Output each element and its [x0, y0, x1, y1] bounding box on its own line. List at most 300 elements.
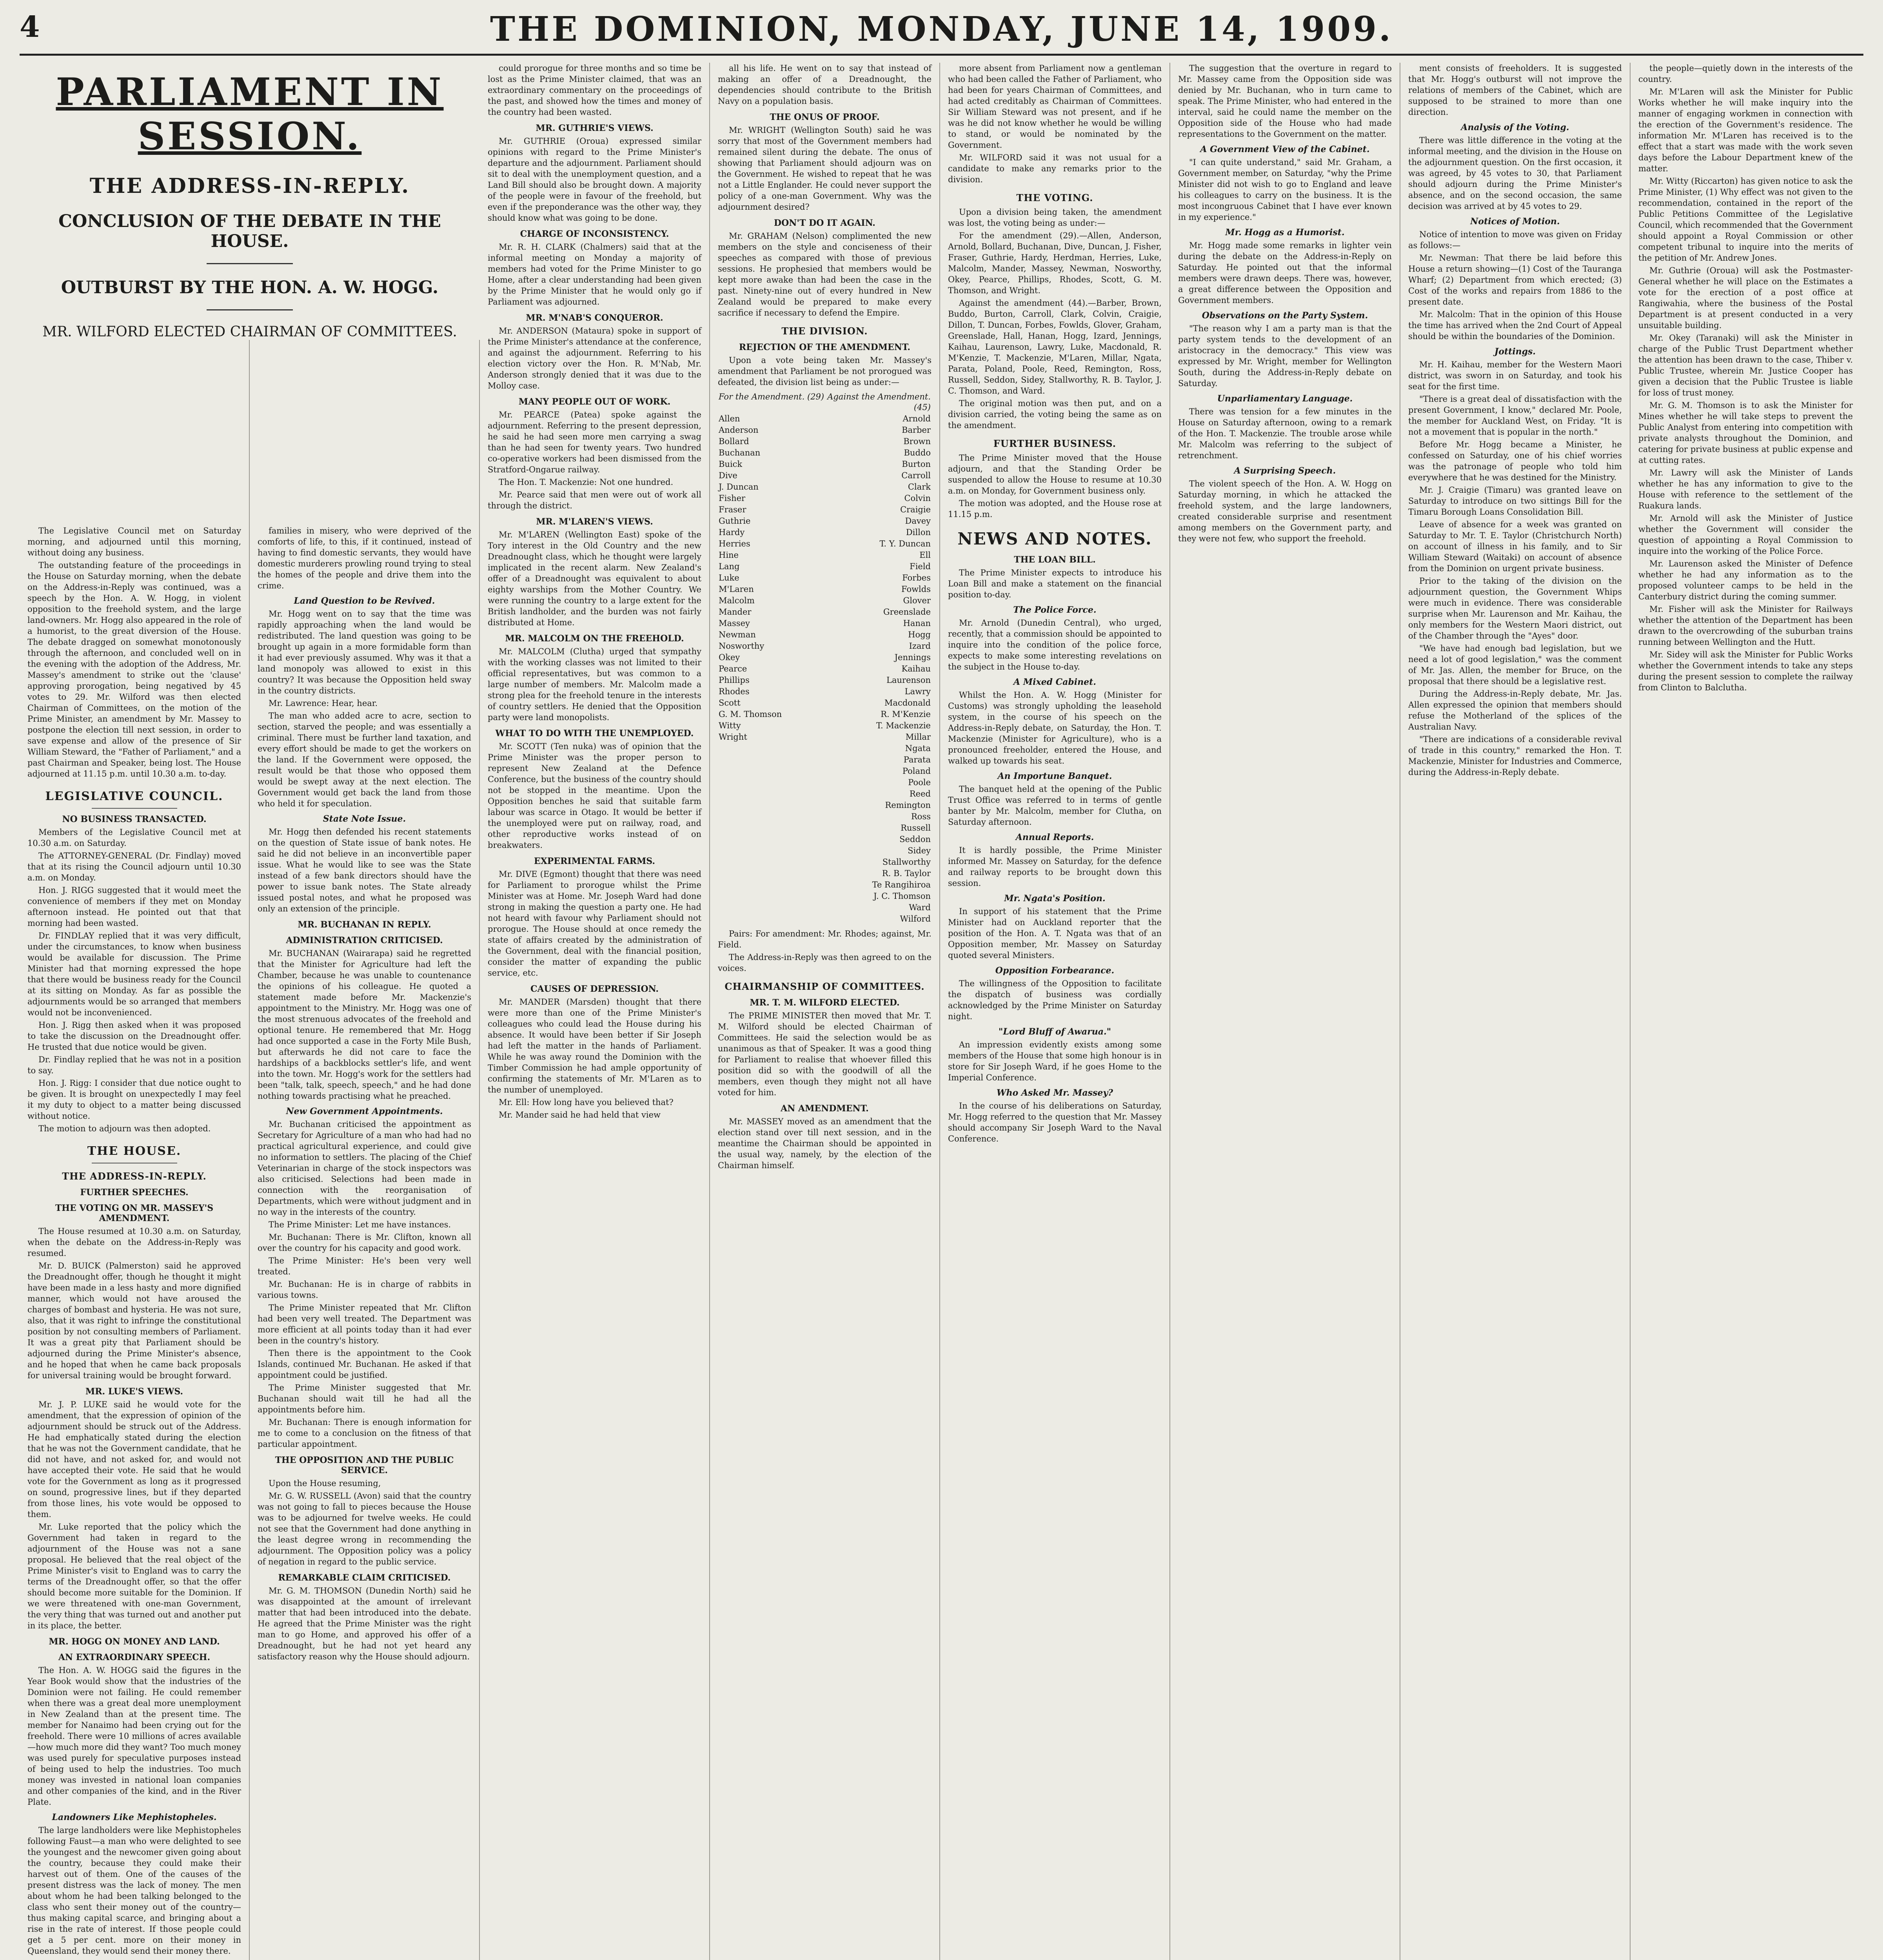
division-row	[719, 880, 931, 890]
division-row	[719, 539, 931, 549]
paragraph: The Prime Minister suggested that Mr. Buchanan should wait till he had all the appointments before him.	[258, 1383, 471, 1414]
paragraph: Mr. Okey (Taranaki) will ask the Minister in charge of the Public Trust Department whether the attention has been drawn to the case, Thiber v. Public Trustee, wherein Mr. Justice Cooper has given a decision that the Public Trustee is liable for loss of trust money.	[1638, 333, 1853, 397]
vote-against-name: Davey	[905, 516, 931, 526]
division-row	[719, 493, 931, 504]
paragraph: Mr. DIVE (Egmont) thought that there was need for Parliament to prorogue whilst the Prime Minister was at Home. Mr. Joseph Ward had done strong in making the question a party one. He had not heard with favour why Parliament should not prorogue. The House should at once remedy the state of affairs created by the administration of the Government, deal with the financial position, consider the matter of expanding the public service, etc.	[488, 869, 701, 978]
vote-against-name: Craigie	[900, 505, 931, 514]
column-body	[718, 63, 932, 1171]
side-heading: Observations on the Party System.	[1202, 310, 1368, 321]
divider	[207, 263, 293, 264]
vote-for-name	[719, 755, 824, 765]
paragraph: The violent speech of the Hon. A. W. Hogg on Saturday morning, in which he attacked the freehold system, and the large landowners, created considerable surprise and resentment among members on the Government party, and they were not few, who support the freehold.	[1178, 479, 1392, 543]
vote-for-name: Luke	[719, 573, 739, 583]
side-heading: Mr. Hogg as a Humorist.	[1225, 227, 1345, 238]
division-row	[719, 766, 931, 777]
vote-for-name: Fisher	[719, 494, 746, 503]
division-row	[719, 789, 931, 799]
subsection-heading: THE VOTING.	[1016, 192, 1093, 203]
vote-for-name	[719, 914, 824, 924]
division-row	[719, 846, 931, 856]
division-row	[719, 584, 931, 595]
paragraph: Mr. Witty (Riccarton) has given notice to ask the Prime Minister, (1) Why effect was not given to the recommendation, contained in the report of the Public Petitions Committee of the Legislative Council, which recommended that the Government should appoint a Royal Commission or other competent tribunal to inquire into the merits of the petition of Mr. Andrew Jones.	[1638, 176, 1853, 263]
vote-for-name: M'Laren	[719, 584, 754, 594]
minor-heading: ADMINISTRATION CRITICISED.	[286, 935, 443, 946]
paragraph: The Prime Minister repeated that Mr. Clifton had been very well treated. The Department was more efficient at all points today than it had ever been in the country's history.	[258, 1303, 471, 1345]
paragraph: Mr. Mander said he had held that view	[499, 1110, 661, 1120]
column-body	[1178, 63, 1392, 544]
masthead	[20, 8, 1863, 56]
division-row	[719, 607, 931, 617]
vote-for-name	[719, 846, 824, 856]
division-row	[719, 436, 931, 447]
paragraph: Mr. Pearce said that men were out of work all through the district.	[488, 490, 701, 510]
paragraph: The outstanding feature of the proceedings in the House on Saturday morning, when the debate on the Address-in-Reply was continued, was a speech by the Hon. A. W. Hogg, in violent opposition to the freehold system, and the large land-owners. Mr. Hogg also appeared in the role of a humorist, to the great diversion of the House. The debate dragged on somewhat monotonously through the afternoon, and concluded well on in the evening with the adoption of the Address, Mr. Massey's amendment to strike out the 'clause' approving prorogation, being negatived by 45 votes to 29. Mr. Wilford was then elected Chairman of Committees, on the motion of the Prime Minister, an amendment by Mr. Massey to postpone the election till next session, in order to save expense and allow of the presence of Sir William Steward, the "Father of Parliament," and a past Chairman and Speaker, being lost. The House adjourned at 11.15 p.m. until 10.30 a.m. to-day.	[27, 561, 241, 779]
minor-heading: AN AMENDMENT.	[781, 1103, 869, 1114]
minor-heading: MR. M'NAB'S CONQUEROR.	[526, 313, 663, 323]
paragraph: The willingness of the Opposition to facilitate the dispatch of business was cordially acknowledged by the Prime Minister on Saturday night.	[948, 979, 1162, 1021]
column-7	[1400, 63, 1631, 1960]
vote-against-name: Ell	[919, 550, 931, 560]
side-heading: Analysis of the Voting.	[1461, 122, 1569, 132]
vote-for-name: G. M. Thomson	[719, 710, 782, 719]
division-list	[718, 391, 932, 925]
side-heading: "Lord Bluff of Awarua."	[998, 1027, 1111, 1037]
vote-for-name	[719, 880, 824, 890]
division-row	[719, 709, 931, 720]
vote-against-name: J. C. Thomson	[873, 891, 931, 901]
vote-against-name: Millar	[905, 732, 931, 742]
article-headline-block	[20, 63, 480, 340]
column-6	[1170, 63, 1400, 1960]
vote-against-name: Colvin	[904, 494, 931, 503]
paragraph: Before Mr. Hogg became a Minister, he confessed on Saturday, one of his chief worries was the patronage of people who told him everywhere that he was destined for the Ministry.	[1408, 440, 1622, 482]
paragraph: Mr. Arnold (Dunedin Central), who urged, recently, that a commission should be appointed to inquire into the condition of the police force, expects to make some interesting revelations on the subject in the House to-day.	[948, 618, 1162, 671]
minor-heading: MR. LUKE'S VIEWS.	[85, 1387, 183, 1397]
paragraph: Notice of intention to move was given on Friday as follows:—	[1408, 230, 1622, 250]
vote-against-name: Russell	[901, 823, 931, 833]
side-heading: A Mixed Cabinet.	[1013, 677, 1096, 687]
paragraph: Mr. Hogg then defended his recent statements on the question of State issue of bank notes. He said he did not believe in an inconvertible paper issue. What he would like to see was the State instead of a few bank directors should have the power to issue bank notes. The State already issued postal notes, and what he proposed was only an extension of the principle.	[258, 827, 471, 913]
division-row	[719, 527, 931, 538]
vote-for-name	[719, 891, 824, 902]
vote-for-name: Hardy	[719, 528, 745, 537]
division-row	[719, 595, 931, 606]
paragraph: Mr. H. Kaihau, member for the Western Maori district, was sworn in on Saturday, and took his seat for the first time.	[1408, 360, 1622, 391]
vote-for-name	[719, 834, 824, 845]
side-heading: Mr. Ngata's Position.	[1004, 893, 1106, 904]
paragraph: Mr. Buchanan: He is in charge of rabbits in various towns.	[258, 1279, 471, 1300]
paragraph: Hon. J. Rigg then asked when it was proposed to take the discussion on the Dreadnought offer. He trusted that due notice would be given.	[27, 1020, 241, 1052]
minor-heading: AN EXTRAORDINARY SPEECH.	[58, 1652, 211, 1662]
paragraph: "We have had enough bad legislation, but we need a lot of good legislation," was the comment of Mr. Jas. Allen, the member for Bruce, on the proposal that there should be a legislative rest.	[1408, 644, 1622, 686]
vote-for-name	[719, 777, 824, 788]
minor-heading: DON'T DO IT AGAIN.	[774, 218, 875, 228]
paragraph: The large landholders were like Mephistopheles following Faust—a man who were delighted to see the youngest and the newcomer given going about the country, because they could make their harvest out of them. One of the causes of the present distress was the lack of money. The men about whom he had been talking belonged to the class who sent their money out of the country—thus making capital scarce, and bringing about a rise in the rate of interest. If those people could get a 5 per cent. more on their money in Queensland, they would send their money there.	[27, 1826, 241, 1956]
paragraph: Upon a division being taken, the amendment was lost, the voting being as under:—	[948, 207, 1162, 228]
votes-for-heading: For the Amendment. (29)	[719, 392, 824, 401]
paragraph: all his life. He went on to say that instead of making an offer of a Dreadnought, the dependencies should contribute to the British Navy on a population basis.	[718, 64, 932, 106]
vote-against-name: Field	[910, 562, 931, 571]
headline-main: PARLIAMENT IN SESSION.	[56, 70, 444, 158]
division-row	[719, 777, 931, 788]
vote-for-name: Guthrie	[719, 516, 751, 526]
paragraph: Mr. SCOTT (Ten nuka) was of opinion that the Prime Minister was the proper person to represent New Zealand at the Defence Conference, but the business of the country should not be stopped in the meantime. Upon the Opposition benches he said that suitable farm labour was scarce in Otago. It would be better if the unemployed were put on railway, road, and other reproductive works instead of on breakwaters.	[488, 742, 702, 850]
minor-heading: MR. HOGG ON MONEY AND LAND.	[49, 1637, 220, 1647]
paragraph: The Prime Minister expects to introduce his Loan Bill and make a statement on the financial position to-day.	[948, 568, 1162, 599]
side-heading: Who Asked Mr. Massey?	[996, 1088, 1113, 1098]
vote-against-name: Lawry	[904, 687, 931, 696]
paragraph: The banquet held at the opening of the Public Trust Office was referred to in terms of gentle banter by Mr. Malcolm, member for Clutha, on Saturday afternoon.	[948, 784, 1162, 827]
paragraph: There was tension for a few minutes in the House on Saturday afternoon, owing to a remark of the Hon. T. Mackenzie. The trouble arose while Mr. Malcolm was referring to the subject of retrenchment.	[1178, 407, 1392, 460]
paragraph: Upon the House resuming,	[269, 1479, 381, 1488]
paragraph: Mr. G. M. THOMSON (Dunedin North) said he was disappointed at the amount of irrelevant matter that had been introduced into the debate. He agreed that the Prime Minister was the right man to go Home, and approved his offer of a Dreadnought, but he had not yet heard any satisfactory reason why the House should adjourn.	[258, 1586, 471, 1661]
vote-against-name: Clark	[908, 482, 931, 492]
paragraph: The Prime Minister: He's been very well treated.	[258, 1256, 471, 1276]
paragraph: The Hon. A. W. HOGG said the figures in the Year Book would show that the industries of the Dominion were not failing. He could remember when there was a great deal more unemployment in New Zealand than at the present time. The member for Nanaimo had been crying out for the freehold. There were 10 millions of acres available—how much more did they want? Too much money was used purely for speculative purposes instead of being used to help the industries. Too much money was invested in national loan companies and other companies of the kind, and in the River Plate.	[27, 1666, 241, 1807]
vote-for-name	[719, 902, 824, 913]
paragraph: Dr. Findlay replied that he was not in a position to say.	[27, 1055, 241, 1075]
vote-against-name: Poole	[908, 778, 931, 787]
vote-against-name: Glover	[903, 596, 931, 605]
minor-heading: MR. BUCHANAN IN REPLY.	[298, 920, 431, 930]
paragraph: Mr. Guthrie (Oroua) will ask the Postmaster-General whether he will place on the Estimates a vote for the erection of a post office at Rangiwahia, where the business of the Postal Department is at present conducted in a very unsuitable building.	[1638, 266, 1853, 330]
vote-against-name: Seddon	[899, 835, 931, 844]
paragraph: Mr. MALCOLM (Clutha) urged that sympathy with the working classes was not limited to their official representatives, but was common to a large number of members. Mr. Malcolm made a strong plea for the freehold tenure in the interests of country settlers. He denied that the Opposition party were land monopolists.	[488, 647, 701, 722]
paragraph: Against the amendment (44).—Barber, Brown, Buddo, Burton, Carroll, Clark, Colvin, Craigie, Dillon, T. Duncan, Forbes, Fowlds, Glover, Graham, Greenslade, Hall, Hanan, Hogg, Izard, Jennings, Kaihau, Laurenson, Lawry, Luke, Macdonald, R. M'Kenzie, T. Mackenzie, M'Laren, Millar, Ngata, Parata, Poland, Poole, Reed, Remington, Ross, Russell, Seddon, Sidey, Stallworthy, R. B. Taylor, J. C. Thomson, and Ward.	[948, 298, 1162, 396]
newspaper-dateline: THE DOMINION, MONDAY, JUNE 14, 1909.	[490, 9, 1393, 49]
headline-deck-3: MR. WILFORD ELECTED CHAIRMAN OF COMMITTEES.	[42, 324, 457, 340]
paragraph: Mr. Buchanan: There is enough information for me to come to a conclusion on the fitness of that particular appointment.	[258, 1417, 471, 1449]
division-row	[719, 618, 931, 629]
vote-against-name: Kaihau	[901, 664, 931, 673]
vote-against-name: Laurenson	[886, 675, 931, 685]
minor-heading: THE VOTING ON MR. MASSEY'S AMENDMENT.	[55, 1203, 214, 1223]
paragraph: Mr. Hogg went on to say that the time was rapidly approaching when the land would be redistributed. The land question was going to be brought up again in a more formidable form than it had ever previously assumed. Why was it that a land monopoly was allowed to exist in this country? It was because the Opposition held sway in the country districts.	[258, 609, 471, 695]
paragraph: The man who added acre to acre, section to section, starved the people; and was essentially a criminal. There must be further land taxation, and every effort should be made to get the workers on the land. If the Government were opposed, the result would be that those who opposed them would be swept away at the next election. The Government would get back the land from those who held it for speculation.	[258, 711, 471, 808]
paragraph: Hon. J. RIGG suggested that it would meet the convenience of members if they met on Monday afternoon instead. He pointed out that that morning had been wasted.	[27, 886, 241, 928]
vote-for-name: Massey	[719, 619, 750, 628]
vote-for-name: Hine	[719, 550, 739, 560]
minor-heading: MR. MALCOLM ON THE FREEHOLD.	[505, 633, 684, 644]
paragraph: could prorogue for three months and so time be lost as the Prime Minister claimed, that was an extraordinary commentary on the proceedings of the past, and showed how the times and money of the country had been wasted.	[488, 64, 701, 117]
headline-deck-1: CONCLUSION OF THE DEBATE IN THE HOUSE.	[58, 211, 441, 251]
paragraph: There was little difference in the voting at the informal meeting, and the division in the House on the adjournment question. On the first occasion, it was agreed, by 45 votes to 30, that Parliament should adjourn during the Prime Minister's absence, and on the second occasion, the same decision was arrived at by 45 votes to 29.	[1408, 136, 1622, 211]
vote-for-name	[719, 857, 824, 867]
vote-for-name	[719, 766, 824, 777]
page-number: 4	[20, 10, 40, 44]
vote-against-name: Te Rangihiroa	[872, 880, 931, 889]
side-heading: Jottings.	[1494, 347, 1536, 357]
paragraph: Leave of absence for a week was granted on Saturday to Mr. T. E. Taylor (Christchurch North) on account of illness in his family, and to Sir William Steward (Waitaki) on account of absence from the Dominion on urgent private business.	[1408, 520, 1622, 573]
minor-heading: THE OPPOSITION AND THE PUBLIC SERVICE.	[275, 1455, 454, 1475]
column-5	[940, 63, 1170, 1960]
paragraph: The Legislative Council met on Saturday morning, and adjourned until this morning, without doing any business.	[27, 526, 241, 557]
division-row	[719, 448, 931, 458]
division-row	[719, 573, 931, 583]
paragraph: Mr. Newman: That there be laid before this House a return showing—(1) Cost of the Tauranga Wharf; (2) Department from which erected; (3) Cost of the works and repairs from 1886 to the present date.	[1408, 253, 1622, 307]
vote-for-name: Dive	[719, 471, 737, 480]
vote-against-name: Brown	[903, 437, 931, 446]
column-body	[948, 63, 1162, 1144]
vote-against-name: Burton	[902, 459, 931, 469]
divider	[92, 808, 177, 809]
division-row	[719, 470, 931, 481]
vote-for-name	[719, 868, 824, 879]
paragraph: "There is a great deal of dissatisfaction with the present Government, I know," declared Mr. Poole, the member for Auckland West, on Friday. "It is not a movement that is popular in the north."	[1408, 394, 1622, 437]
division-row	[719, 652, 931, 663]
vote-for-name: Scott	[719, 698, 741, 708]
side-heading: New Government Appointments.	[286, 1106, 443, 1116]
paragraph: In the course of his deliberations on Saturday, Mr. Hogg referred to the question that Mr. Massey should accompany Sir Joseph Ward to the Naval Conference.	[948, 1101, 1162, 1143]
paragraph: Mr. Fisher will ask the Minister for Railways whether the attention of the Department has been drawn to the overcrowding of the suburban trains running between Wellington and the Hutt.	[1638, 604, 1853, 647]
column-body	[1408, 63, 1622, 778]
paragraph: The Address-in-Reply was then agreed to on the voices.	[718, 953, 932, 973]
division-row	[719, 902, 931, 913]
division-row	[719, 891, 931, 902]
paragraph: Mr. Luke reported that the policy which the Government had taken in regard to the adjournment of the House was not a sane proposal. He believed that the real object of the Prime Minister's visit to England was to carry the terms of the Dreadnought offer, so that the offer should become more suitable for the Dominion. If we were threatened with one-man Government, the very thing that was turned out and another put in its place, the better.	[27, 1522, 241, 1630]
division-row	[719, 720, 931, 731]
minor-heading: THE ONUS OF PROOF.	[770, 112, 880, 122]
paragraph: Mr. Sidey will ask the Minister for Public Works whether the Government intends to take any steps during the present session to complete the railway from Clinton to Balclutha.	[1638, 650, 1853, 692]
headline-sub: THE ADDRESS-IN-REPLY.	[89, 174, 410, 198]
division-row	[719, 641, 931, 652]
paragraph: "There are indications of a considerable revival of trade in this country," remarked the Hon. T. Mackenzie, Minister for Industries and Commerce, during the Address-in-Reply debate.	[1408, 735, 1622, 777]
paragraph: Mr. J. Craigie (Timaru) was granted leave on Saturday to introduce on two sittings Bill for the Timaru Borough Loans Consolidation Bill.	[1408, 485, 1622, 517]
vote-against-name: Izard	[909, 641, 931, 651]
paragraph: Mr. PEARCE (Patea) spoke against the adjournment. Referring to the present depression, he said he had seen more men carrying a swag than he had seen for twenty years. Two hundred co-operative workers had been dismissed from the Stratford-Ongarue railway.	[488, 410, 701, 474]
column-body	[258, 525, 471, 1662]
paragraph: Dr. FINDLAY replied that it was very difficult, under the circumstances, to know when business would be available for discussion. The Prime Minister had that morning expressed the hope that there would be business ready for the Council at its sitting on Monday. As far as possible the adjournments would be so arranged that members would not be inconvenienced.	[27, 931, 241, 1017]
column-1	[20, 63, 250, 1960]
paragraph: In support of his statement that the Prime Minister had on Auckland reporter that the position of the Hon. A. T. Ngata was that of an Opposition member, Mr. Massey on Saturday quoted several Ministers.	[948, 907, 1162, 960]
paragraph: Mr. ANDERSON (Mataura) spoke in support of the Prime Minister's attendance at the conference, and against the adjournment. Referring to his election victory over the Hon. R. M'Nab, Mr. Anderson strongly denied that it was due to the Molloy case.	[488, 326, 701, 390]
paragraph: Mr. BUCHANAN (Wairarapa) said he regretted that the Minister for Agriculture had left the Chamber, because he was unable to countenance the opinions of his colleague. He quoted a statement made before Mr. Mackenzie's appointment to the Ministry. Mr. Hogg was one of the most strenuous advocates of the freehold and optional tenure. He remembered that Mr. Hogg had once supported a case in the Forty Mile Bush, but afterwards he did not care to face the hardships of a backblocks settler's life, and went into the town. Mr. Hogg's work for the settlers had been "talk, talk, speech, speech," and he had done nothing towards practising what he preached.	[258, 949, 471, 1101]
side-heading: State Note Issue.	[323, 814, 406, 824]
vote-for-name: Fraser	[719, 505, 746, 514]
vote-against-name: Buddo	[904, 448, 931, 457]
vote-for-name: Okey	[719, 653, 740, 662]
vote-for-name: Newman	[719, 630, 756, 639]
side-heading: Annual Reports.	[1015, 832, 1094, 842]
minor-heading: CHARGE OF INCONSISTENCY.	[520, 229, 669, 239]
division-row	[719, 743, 931, 754]
side-heading: Opposition Forbearance.	[995, 965, 1115, 976]
votes-against-heading: Against the Amendment. (45)	[827, 392, 931, 412]
paragraph: An impression evidently exists among some members of the House that some high honour is in store for Sir Joseph Ward, if he goes Home to the Imperial Conference.	[948, 1040, 1162, 1082]
division-row	[719, 550, 931, 561]
division-row	[719, 686, 931, 697]
vote-for-name: Herries	[719, 539, 750, 548]
paragraph: Mr. G. W. RUSSELL (Avon) said that the country was not going to fall to pieces because the House was to be adjourned for twelve weeks. He could not see that the Government had done anything in the least degree wrong in recommending the adjournment. The Opposition policy was a policy of negation in regard to the public service.	[258, 1491, 471, 1566]
vote-against-name: Jennings	[894, 653, 931, 662]
paragraph: Pairs: For amendment: Mr. Rhodes; against, Mr. Field.	[718, 929, 932, 949]
minor-heading: THE LOAN BILL.	[1014, 555, 1096, 565]
vote-against-name: Ross	[911, 812, 931, 821]
paragraph: Mr. MASSEY moved as an amendment that the election stand over till next session, and in the meantime the Chairman should be appointed in the usual way, namely, by the election of the Chairman himself.	[718, 1117, 932, 1170]
paragraph: more absent from Parliament now a gentleman who had been called the Father of Parliament, who had been for years Chairman of Committees, and had acted creditably as Chairman of Committees. Sir William Steward was not present, and if he was he did not know whether he would be willing to stand, or would be nominated by the Government.	[948, 64, 1162, 150]
vote-for-name: Malcolm	[719, 596, 755, 605]
side-heading: Unparliamentary Language.	[1217, 394, 1353, 404]
side-heading: Landowners Like Mephistopheles.	[52, 1812, 217, 1822]
vote-for-name: Buick	[719, 459, 743, 469]
division-row	[719, 561, 931, 572]
division-row	[719, 482, 931, 492]
paragraph: Members of the Legislative Council met at 10.30 a.m. on Saturday.	[27, 828, 241, 848]
paragraph: Mr. G. M. Thomson is to ask the Minister for Mines whether he will take steps to prevent the Public Analyst from entering into competition with private analysts throughout the Dominion, and catering for private business at public expense and at cutting rates.	[1638, 401, 1853, 465]
minor-heading: CAUSES OF DEPRESSION.	[530, 984, 659, 994]
vote-against-name: Wilford	[900, 914, 931, 924]
division-row	[719, 823, 931, 833]
paragraph: "I can quite understand," said Mr. Graham, a Government member, on Saturday, "why the Prime Minister did not wish to go to England and leave his colleagues to carry on the business. It is the most incongruous Cabinet that I have ever known in my experience."	[1178, 158, 1392, 222]
section-heading: LEGISLATIVE COUNCIL.	[45, 789, 223, 803]
column-3	[480, 63, 710, 1960]
paragraph: Mr. Buchanan criticised the appointment as Secretary for Agriculture of a man who had had no practical agricultural experience, and could give no information to settlers. The placing of the Chief Veterinarian in charge of the stock inspectors was also criticised. Selections had been made in connection with the reorganisation of Departments, which were without judgment and in no way in the interests of the country.	[258, 1120, 471, 1217]
column-8	[1631, 63, 1861, 1960]
vote-for-name	[719, 743, 824, 754]
column-body	[488, 63, 701, 1120]
vote-against-name: Forbes	[902, 573, 931, 583]
divider	[207, 309, 293, 310]
vote-for-name	[719, 823, 824, 833]
paragraph: The motion was adopted, and the House rose at 11.15 p.m.	[948, 499, 1162, 519]
paragraph: Mr. WILFORD said it was not usual for a candidate to make any remarks prior to the division.	[948, 153, 1162, 184]
vote-against-name: Macdonald	[884, 698, 931, 708]
paragraph: Mr. GRAHAM (Nelson) complimented the new members on the style and conciseness of their speeches as compared with those of previous sessions. He prophesied that members would be kept more awake than had been the case in the past. Ninety-nine out of every hundred in New Zealand would be prepared to make every sacrifice if necessary to defend the Empire.	[718, 231, 932, 318]
vote-against-name: Stallworthy	[882, 857, 931, 867]
side-heading: An Importune Banquet.	[997, 771, 1112, 781]
division-row	[719, 755, 931, 765]
paragraph: Mr. Ell: How long have you believed that?	[499, 1098, 674, 1107]
column-2	[250, 63, 480, 1960]
section-banner: NEWS AND NOTES.	[957, 529, 1152, 548]
paragraph: For the amendment (29).—Allen, Anderson, Arnold, Bollard, Buchanan, Dive, Duncan, J. Fisher, Fraser, Guthrie, Hardy, Herdman, Herries, Luke, Malcolm, Mander, Massey, Newman, Nosworthy, Okey, Pearce, Phillips, Rhodes, Scott, G. M. Thomson, and Wright.	[948, 231, 1162, 295]
division-row	[719, 505, 931, 515]
minor-heading: MR. GUTHRIE'S VIEWS.	[536, 123, 654, 133]
paragraph: The suggestion that the overture in regard to Mr. Massey came from the Opposition side was denied by Mr. Buchanan, who in turn came to speak. The Prime Minister, who had entered in the interval, said he could name the member on the Opposition side of the House who had made representations to the Government on the matter.	[1178, 64, 1392, 139]
paragraph: Mr. GUTHRIE (Oroua) expressed similar opinions with regard to the Prime Minister's departure and the adjournment. Parliament should sit to deal with the unemployment question, and a Land Bill should also be brought down. A majority of the people were in favour of the freehold, but even if the preponderance was the other way, they should know what was going to be done.	[488, 136, 701, 223]
paragraph: The motion to adjourn was then adopted.	[38, 1124, 211, 1133]
vote-for-name: Bollard	[719, 437, 749, 446]
paragraph: Mr. R. H. CLARK (Chalmers) said that at the informal meeting on Monday a majority of members had voted for the Prime Minister to go Home, after a clear understanding had been given by the Prime Minister that he would only go if Parliament was adjourned.	[488, 242, 701, 307]
minor-heading: MR. T. M. WILFORD ELECTED.	[750, 998, 900, 1008]
section-heading: THE HOUSE.	[87, 1144, 182, 1158]
headline-deck-2: OUTBURST BY THE HON. A. W. HOGG.	[61, 278, 439, 298]
division-row	[719, 414, 931, 424]
paragraph: Mr. Laurenson asked the Minister of Defence whether he had any information as to the proposed volunteer camps to be held in the Canterbury district during the coming summer.	[1638, 559, 1853, 601]
vote-against-name: Ngata	[905, 744, 931, 753]
vote-for-name: J. Duncan	[719, 482, 759, 492]
vote-for-name: Anderson	[719, 425, 759, 435]
paragraph: The Prime Minister: Let me have instances.	[269, 1220, 451, 1229]
paragraph: Hon. J. Rigg: I consider that due notice ought to be given. It is brought on unexpectedly I may feel it my duty to object to a matter being discussed without notice.	[27, 1078, 241, 1121]
subsection-heading: FURTHER BUSINESS.	[993, 438, 1117, 449]
division-row	[719, 857, 931, 867]
vote-for-name	[719, 811, 824, 822]
paragraph: Mr. M'Laren will ask the Minister for Public Works whether he will make inquiry into the manner of engaging workmen in connection with the erection of the Government's residence. The information Mr. M'Laren has received is to the effect that a start was made with the work seven days before the Labour Department knew of the matter.	[1638, 87, 1853, 173]
vote-against-name: R. M'Kenzie	[881, 710, 931, 719]
paragraph: ment consists of freeholders. It is suggested that Mr. Hogg's outburst will not improve the relations of members of the Cabinet, which are supposed to be strained to more than one direction.	[1408, 64, 1622, 117]
division-row	[719, 459, 931, 470]
vote-for-name: Phillips	[719, 675, 750, 685]
vote-for-name: Pearce	[719, 664, 747, 673]
paragraph: Upon a vote being taken Mr. Massey's amendment that Parliament be not prorogued was defeated, the division list being as under:—	[718, 356, 932, 387]
minor-heading: MANY PEOPLE OUT OF WORK.	[518, 397, 671, 407]
vote-against-name: Remington	[885, 800, 931, 810]
paragraph: Mr. WRIGHT (Wellington South) said he was sorry that most of the Government members had remained silent during the debate. The onus of showing that Parliament should adjourn was on the Government. He wished to repeat that he was not a Little Englander. He could never support the policy of a one-man Government. Why was the adjournment desired?	[718, 125, 932, 212]
division-row	[719, 732, 931, 742]
division-row	[719, 800, 931, 811]
vote-for-name: Allen	[719, 414, 740, 423]
vote-against-name: Hogg	[908, 630, 931, 639]
side-heading: Notices of Motion.	[1470, 216, 1560, 227]
vote-against-name: Carroll	[901, 471, 931, 480]
paragraph: The ATTORNEY-GENERAL (Dr. Findlay) moved that at its rising the Council adjourn until 10.30 a.m. on Monday.	[27, 851, 241, 882]
paragraph: During the Address-in-Reply debate, Mr. Jas. Allen expressed the opinion that members should refuse the Motherland of the splices of the Australian Navy.	[1408, 689, 1622, 731]
vote-against-name: Parata	[903, 755, 931, 764]
vote-for-name: Nosworthy	[719, 641, 764, 651]
paragraph: The Hon. T. Mackenzie: Not one hundred.	[499, 477, 674, 487]
paragraph: Mr. Arnold will ask the Minister of Justice whether the Government will consider the question of appointing a Royal Commission to inquire into the working of the Police Force.	[1638, 514, 1853, 556]
vote-against-name: Hanan	[903, 619, 931, 628]
paragraph: Mr. Buchanan: There is Mr. Clifton, known all over the country for his capacity and good work.	[258, 1232, 471, 1253]
side-heading: Land Question to be Revived.	[294, 596, 435, 606]
column-body	[1638, 63, 1853, 693]
paragraph: "The reason why I am a party man is that the party system tends to the development of an aristocracy in the democracy." This view was expressed by Mr. Wright, member for Wellington South, during the Address-in-Reply debate on Saturday.	[1178, 324, 1392, 388]
minor-heading: EXPERIMENTAL FARMS.	[534, 856, 656, 866]
vote-against-name: Fowlds	[901, 584, 931, 594]
paragraph: families in misery, who were deprived of the comforts of life, to this, if it continued, instead of having to find domestic servants, they would have domestic murderers prowling round trying to steal the homes of the people and drive them into the crime.	[258, 526, 471, 590]
division-row	[719, 914, 931, 924]
paragraph: The original motion was then put, and on a division carried, the voting being the same as on the amendment.	[948, 399, 1162, 430]
division-row	[719, 630, 931, 640]
paragraph: Mr. D. BUICK (Palmerston) said he approved the Dreadnought offer, though he thought it might have been made in a less hasty and more dignified manner, which would not have aroused the charges of bombast and hysteria. He was not sure, also, that it was right to infringe the constitutional position by not consulting members of Parliament. It was a great pity that Parliament should be adjourned during the Prime Minister's absence, and he hoped that when he came back proposals for universal training would be brought forward.	[27, 1261, 241, 1380]
paragraph: Then there is the appointment to the Cook Islands, continued Mr. Buchanan. He asked if that appointment could be justified.	[258, 1348, 471, 1380]
paragraph: The House resumed at 10.30 a.m. on Saturday, when the debate on the Address-in-Reply was resumed.	[27, 1227, 241, 1258]
division-row	[719, 664, 931, 674]
division-row	[719, 834, 931, 845]
minor-heading: REMARKABLE CLAIM CRITICISED.	[278, 1573, 451, 1583]
vote-for-name	[719, 800, 824, 811]
paragraph: Mr. Lawrence: Hear, hear.	[269, 699, 378, 708]
division-row	[719, 811, 931, 822]
minor-heading: MR. M'LAREN'S VIEWS.	[536, 517, 653, 527]
paragraph: Mr. Malcolm: That in the opinion of this House the time has arrived when the 2nd Court of Appeal should be within the boundaries of the Dominion.	[1408, 310, 1622, 341]
paragraph: Mr. Lawry will ask the Minister of Lands whether he has any information to give to the House with reference to the settlement of the Ruakura lands.	[1638, 468, 1853, 510]
paragraph: The Prime Minister moved that the House adjourn, and that the Standing Order be suspended to allow the House to resume at 10.30 a.m. on Monday, for Government business only.	[948, 453, 1162, 495]
subsection-heading: THE DIVISION.	[781, 325, 868, 337]
minor-heading: WHAT TO DO WITH THE UNEMPLOYED.	[495, 728, 694, 739]
paragraph: the people—quietly down in the interests of the country.	[1638, 64, 1853, 84]
vote-against-name: R. B. Taylor	[882, 869, 931, 878]
paragraph: The PRIME MINISTER then moved that Mr. T. M. Wilford should be elected Chairman of Committees. He said the selection would be as unanimous as that of Speaker. It was a good thing for Parliament to realise that whoever filled this position did so with the goodwill of all the members, even though they might not all have voted for him.	[718, 1011, 932, 1097]
division-row	[719, 675, 931, 686]
paragraph: It is hardly possible, the Prime Minister informed Mr. Massey on Saturday, for the defence and railway reports to be brought down this session.	[948, 846, 1162, 888]
paragraph: Prior to the taking of the division on the adjournment question, the Government Whips were much in evidence. There was considerable surprise when Mr. Laurenson and Mr. Kaihau, the only members for the Western Maori district, out of the Chamber through the "Ayes" door.	[1408, 576, 1622, 641]
division-row	[719, 868, 931, 879]
vote-against-name: Greenslade	[883, 607, 931, 617]
vote-for-name	[719, 789, 824, 799]
minor-heading: NO BUSINESS TRANSACTED.	[62, 814, 207, 824]
column-4	[710, 63, 940, 1960]
paragraph: Mr. M'LAREN (Wellington East) spoke of the Tory interest in the Old Country and the new Dreadnought class, which he thought were largely implicated in the recent alarm. New Zealand's offer of a Dreadnought was equivalent to about eighty warships from the Mother Country. We were running the country to a large extent for the British landholder, and the burden was not fairly distributed at Home.	[488, 530, 701, 627]
side-heading: The Police Force.	[1013, 605, 1097, 615]
vote-against-name: Dillon	[906, 528, 931, 537]
column-body	[27, 525, 241, 1956]
minor-heading: REJECTION OF THE AMENDMENT.	[739, 342, 911, 352]
vote-against-name: Arnold	[902, 414, 931, 423]
subsection-heading: CHAIRMANSHIP OF COMMITTEES.	[725, 981, 925, 992]
vote-for-name: Wright	[719, 732, 747, 742]
